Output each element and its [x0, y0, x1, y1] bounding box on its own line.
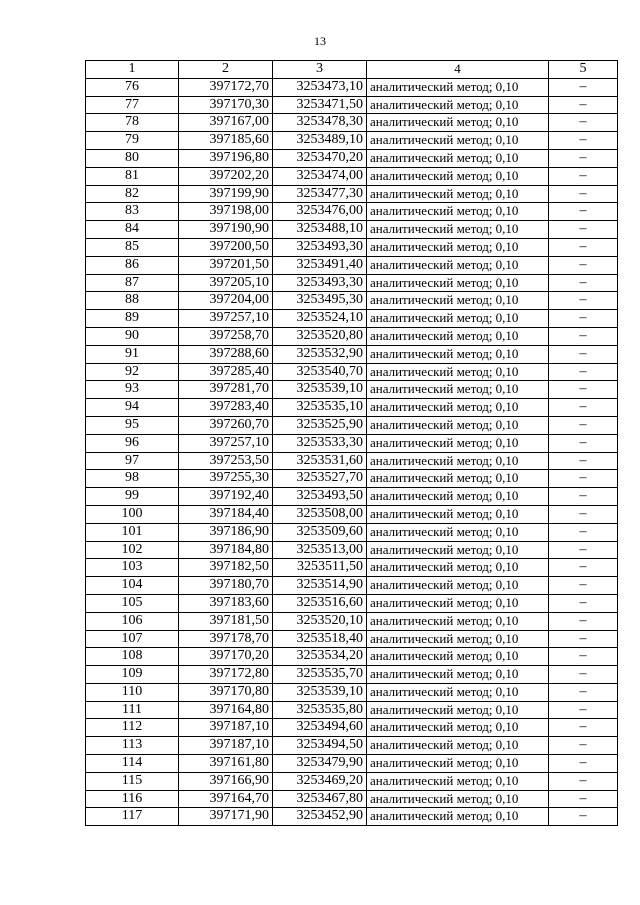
coordinate-y-cell: 3253489,10	[273, 132, 367, 150]
table-row	[86, 488, 618, 506]
coordinate-y-cell: 3253467,80	[273, 790, 367, 808]
table-row	[86, 719, 618, 737]
coordinate-x-cell: 397181,50	[179, 612, 273, 630]
coordinate-x-cell: 397253,50	[179, 452, 273, 470]
header-col-4: 4	[367, 61, 549, 79]
coordinate-y-cell: 3253469,20	[273, 772, 367, 790]
header-col-1: 1	[86, 61, 179, 79]
method-accuracy-cell: аналитический метод; 0,10	[367, 78, 549, 96]
table-row	[86, 416, 618, 434]
coordinate-y-cell: 3253478,30	[273, 114, 367, 132]
description-cell: –	[549, 683, 618, 701]
point-number-cell: 92	[86, 363, 179, 381]
point-number-cell: 90	[86, 327, 179, 345]
table-row	[86, 559, 618, 577]
coordinate-y-cell: 3253470,20	[273, 149, 367, 167]
coordinate-y-cell: 3253539,10	[273, 683, 367, 701]
method-accuracy-cell: аналитический метод; 0,10	[367, 381, 549, 399]
method-accuracy-cell: аналитический метод; 0,10	[367, 363, 549, 381]
table-row	[86, 577, 618, 595]
method-accuracy-cell: аналитический метод; 0,10	[367, 345, 549, 363]
method-accuracy-cell: аналитический метод; 0,10	[367, 594, 549, 612]
point-number-cell: 109	[86, 666, 179, 684]
coordinate-x-cell: 397198,00	[179, 203, 273, 221]
point-number-cell: 97	[86, 452, 179, 470]
coordinate-y-cell: 3253518,40	[273, 630, 367, 648]
coordinate-x-cell: 397187,10	[179, 737, 273, 755]
description-cell: –	[549, 755, 618, 773]
coordinate-x-cell: 397283,40	[179, 399, 273, 417]
coordinate-x-cell: 397164,70	[179, 790, 273, 808]
coordinate-x-cell: 397164,80	[179, 701, 273, 719]
point-number-cell: 110	[86, 683, 179, 701]
point-number-cell: 77	[86, 96, 179, 114]
description-cell: –	[549, 790, 618, 808]
coordinate-y-cell: 3253488,10	[273, 221, 367, 239]
description-cell: –	[549, 185, 618, 203]
description-cell: –	[549, 523, 618, 541]
point-number-cell: 106	[86, 612, 179, 630]
method-accuracy-cell: аналитический метод; 0,10	[367, 719, 549, 737]
coordinate-x-cell: 397170,20	[179, 648, 273, 666]
table-row	[86, 630, 618, 648]
table-row	[86, 274, 618, 292]
table-row	[86, 132, 618, 150]
point-number-cell: 113	[86, 737, 179, 755]
description-cell: –	[549, 221, 618, 239]
coordinate-y-cell: 3253535,10	[273, 399, 367, 417]
coordinate-x-cell: 397182,50	[179, 559, 273, 577]
coordinate-y-cell: 3253474,00	[273, 167, 367, 185]
coordinate-y-cell: 3253511,50	[273, 559, 367, 577]
method-accuracy-cell: аналитический метод; 0,10	[367, 327, 549, 345]
method-accuracy-cell: аналитический метод; 0,10	[367, 559, 549, 577]
point-number-cell: 91	[86, 345, 179, 363]
table-row	[86, 701, 618, 719]
description-cell: –	[549, 594, 618, 612]
table-row	[86, 772, 618, 790]
coordinate-x-cell: 397170,80	[179, 683, 273, 701]
point-number-cell: 84	[86, 221, 179, 239]
point-number-cell: 80	[86, 149, 179, 167]
method-accuracy-cell: аналитический метод; 0,10	[367, 274, 549, 292]
method-accuracy-cell: аналитический метод; 0,10	[367, 808, 549, 826]
method-accuracy-cell: аналитический метод; 0,10	[367, 648, 549, 666]
coordinate-y-cell: 3253479,90	[273, 755, 367, 773]
method-accuracy-cell: аналитический метод; 0,10	[367, 132, 549, 150]
point-number-cell: 81	[86, 167, 179, 185]
method-accuracy-cell: аналитический метод; 0,10	[367, 399, 549, 417]
coordinate-x-cell: 397281,70	[179, 381, 273, 399]
coordinate-y-cell: 3253532,90	[273, 345, 367, 363]
description-cell: –	[549, 541, 618, 559]
method-accuracy-cell: аналитический метод; 0,10	[367, 701, 549, 719]
point-number-cell: 104	[86, 577, 179, 595]
description-cell: –	[549, 327, 618, 345]
coordinate-y-cell: 3253495,30	[273, 292, 367, 310]
coordinate-x-cell: 397167,00	[179, 114, 273, 132]
table-row	[86, 149, 618, 167]
point-number-cell: 111	[86, 701, 179, 719]
table-row	[86, 292, 618, 310]
table-row	[86, 96, 618, 114]
table-row	[86, 790, 618, 808]
method-accuracy-cell: аналитический метод; 0,10	[367, 114, 549, 132]
coordinate-y-cell: 3253520,80	[273, 327, 367, 345]
point-number-cell: 102	[86, 541, 179, 559]
coordinate-y-cell: 3253452,90	[273, 808, 367, 826]
method-accuracy-cell: аналитический метод; 0,10	[367, 523, 549, 541]
method-accuracy-cell: аналитический метод; 0,10	[367, 167, 549, 185]
table-row	[86, 808, 618, 826]
table-row	[86, 755, 618, 773]
coordinate-x-cell: 397260,70	[179, 416, 273, 434]
table-row	[86, 523, 618, 541]
point-number-cell: 87	[86, 274, 179, 292]
method-accuracy-cell: аналитический метод; 0,10	[367, 541, 549, 559]
point-number-cell: 117	[86, 808, 179, 826]
coordinate-x-cell: 397255,30	[179, 470, 273, 488]
coordinate-x-cell: 397180,70	[179, 577, 273, 595]
point-number-cell: 103	[86, 559, 179, 577]
description-cell: –	[549, 132, 618, 150]
coordinate-y-cell: 3253514,90	[273, 577, 367, 595]
coordinate-x-cell: 397166,90	[179, 772, 273, 790]
method-accuracy-cell: аналитический метод; 0,10	[367, 452, 549, 470]
description-cell: –	[549, 470, 618, 488]
table-row	[86, 737, 618, 755]
point-number-cell: 98	[86, 470, 179, 488]
coordinate-y-cell: 3253535,80	[273, 701, 367, 719]
description-cell: –	[549, 737, 618, 755]
table-row	[86, 310, 618, 328]
description-cell: –	[549, 772, 618, 790]
description-cell: –	[549, 577, 618, 595]
table-row	[86, 399, 618, 417]
method-accuracy-cell: аналитический метод; 0,10	[367, 416, 549, 434]
description-cell: –	[549, 149, 618, 167]
method-accuracy-cell: аналитический метод; 0,10	[367, 790, 549, 808]
point-number-cell: 79	[86, 132, 179, 150]
coordinate-x-cell: 397192,40	[179, 488, 273, 506]
header-col-5: 5	[549, 61, 618, 79]
coordinate-x-cell: 397187,10	[179, 719, 273, 737]
coordinate-y-cell: 3253491,40	[273, 256, 367, 274]
description-cell: –	[549, 167, 618, 185]
description-cell: –	[549, 416, 618, 434]
description-cell: –	[549, 256, 618, 274]
method-accuracy-cell: аналитический метод; 0,10	[367, 488, 549, 506]
coordinate-x-cell: 397185,60	[179, 132, 273, 150]
table-row	[86, 185, 618, 203]
description-cell: –	[549, 434, 618, 452]
coordinate-x-cell: 397204,00	[179, 292, 273, 310]
point-number-cell: 76	[86, 78, 179, 96]
table-row	[86, 345, 618, 363]
point-number-cell: 94	[86, 399, 179, 417]
coordinate-y-cell: 3253493,30	[273, 238, 367, 256]
table-row	[86, 327, 618, 345]
method-accuracy-cell: аналитический метод; 0,10	[367, 737, 549, 755]
method-accuracy-cell: аналитический метод; 0,10	[367, 185, 549, 203]
method-accuracy-cell: аналитический метод; 0,10	[367, 630, 549, 648]
description-cell: –	[549, 114, 618, 132]
description-cell: –	[549, 96, 618, 114]
coordinate-y-cell: 3253477,30	[273, 185, 367, 203]
point-number-cell: 100	[86, 505, 179, 523]
point-number-cell: 116	[86, 790, 179, 808]
coordinate-x-cell: 397184,40	[179, 505, 273, 523]
description-cell: –	[549, 310, 618, 328]
description-cell: –	[549, 238, 618, 256]
point-number-cell: 86	[86, 256, 179, 274]
coordinate-x-cell: 397171,90	[179, 808, 273, 826]
coordinate-y-cell: 3253534,20	[273, 648, 367, 666]
coordinate-y-cell: 3253513,00	[273, 541, 367, 559]
table-row	[86, 452, 618, 470]
description-cell: –	[549, 719, 618, 737]
point-number-cell: 82	[86, 185, 179, 203]
coordinate-y-cell: 3253493,50	[273, 488, 367, 506]
point-number-cell: 115	[86, 772, 179, 790]
description-cell: –	[549, 452, 618, 470]
description-cell: –	[549, 612, 618, 630]
point-number-cell: 108	[86, 648, 179, 666]
coordinate-x-cell: 397186,90	[179, 523, 273, 541]
description-cell: –	[549, 666, 618, 684]
point-number-cell: 99	[86, 488, 179, 506]
description-cell: –	[549, 648, 618, 666]
description-cell: –	[549, 345, 618, 363]
method-accuracy-cell: аналитический метод; 0,10	[367, 203, 549, 221]
method-accuracy-cell: аналитический метод; 0,10	[367, 470, 549, 488]
coordinate-x-cell: 397200,50	[179, 238, 273, 256]
description-cell: –	[549, 399, 618, 417]
coordinate-y-cell: 3253531,60	[273, 452, 367, 470]
table-row	[86, 363, 618, 381]
description-cell: –	[549, 505, 618, 523]
coordinate-x-cell: 397199,90	[179, 185, 273, 203]
point-number-cell: 112	[86, 719, 179, 737]
method-accuracy-cell: аналитический метод; 0,10	[367, 434, 549, 452]
table-row	[86, 203, 618, 221]
point-number-cell: 83	[86, 203, 179, 221]
coordinate-y-cell: 3253508,00	[273, 505, 367, 523]
coordinate-y-cell: 3253471,50	[273, 96, 367, 114]
coordinate-x-cell: 397196,80	[179, 149, 273, 167]
coordinate-x-cell: 397170,30	[179, 96, 273, 114]
coordinate-y-cell: 3253509,60	[273, 523, 367, 541]
point-number-cell: 88	[86, 292, 179, 310]
table-body	[86, 78, 618, 825]
table-row	[86, 114, 618, 132]
method-accuracy-cell: аналитический метод; 0,10	[367, 310, 549, 328]
coordinate-x-cell: 397257,10	[179, 434, 273, 452]
coordinate-y-cell: 3253527,70	[273, 470, 367, 488]
method-accuracy-cell: аналитический метод; 0,10	[367, 221, 549, 239]
coordinate-x-cell: 397172,70	[179, 78, 273, 96]
coordinate-x-cell: 397202,20	[179, 167, 273, 185]
point-number-cell: 95	[86, 416, 179, 434]
method-accuracy-cell: аналитический метод; 0,10	[367, 238, 549, 256]
method-accuracy-cell: аналитический метод; 0,10	[367, 755, 549, 773]
coordinate-x-cell: 397190,90	[179, 221, 273, 239]
point-number-cell: 105	[86, 594, 179, 612]
coordinate-y-cell: 3253494,60	[273, 719, 367, 737]
description-cell: –	[549, 701, 618, 719]
description-cell: –	[549, 559, 618, 577]
coordinates-table	[85, 60, 618, 826]
coordinate-y-cell: 3253516,60	[273, 594, 367, 612]
table-row	[86, 167, 618, 185]
description-cell: –	[549, 381, 618, 399]
table-row	[86, 683, 618, 701]
description-cell: –	[549, 630, 618, 648]
table-row	[86, 666, 618, 684]
coordinate-x-cell: 397285,40	[179, 363, 273, 381]
point-number-cell: 107	[86, 630, 179, 648]
table-row	[86, 648, 618, 666]
point-number-cell: 89	[86, 310, 179, 328]
method-accuracy-cell: аналитический метод; 0,10	[367, 256, 549, 274]
method-accuracy-cell: аналитический метод; 0,10	[367, 292, 549, 310]
coordinate-y-cell: 3253524,10	[273, 310, 367, 328]
table-row	[86, 470, 618, 488]
point-number-cell: 85	[86, 238, 179, 256]
method-accuracy-cell: аналитический метод; 0,10	[367, 612, 549, 630]
point-number-cell: 93	[86, 381, 179, 399]
coordinate-y-cell: 3253525,90	[273, 416, 367, 434]
method-accuracy-cell: аналитический метод; 0,10	[367, 683, 549, 701]
table-row	[86, 238, 618, 256]
description-cell: –	[549, 808, 618, 826]
description-cell: –	[549, 488, 618, 506]
description-cell: –	[549, 203, 618, 221]
table-row	[86, 256, 618, 274]
method-accuracy-cell: аналитический метод; 0,10	[367, 772, 549, 790]
description-cell: –	[549, 274, 618, 292]
coordinate-y-cell: 3253533,30	[273, 434, 367, 452]
point-number-cell: 114	[86, 755, 179, 773]
table-row	[86, 505, 618, 523]
description-cell: –	[549, 292, 618, 310]
coordinate-x-cell: 397258,70	[179, 327, 273, 345]
coordinate-y-cell: 3253520,10	[273, 612, 367, 630]
coordinate-x-cell: 397201,50	[179, 256, 273, 274]
method-accuracy-cell: аналитический метод; 0,10	[367, 149, 549, 167]
point-number-cell: 101	[86, 523, 179, 541]
coordinate-y-cell: 3253473,10	[273, 78, 367, 96]
method-accuracy-cell: аналитический метод; 0,10	[367, 505, 549, 523]
header-row	[86, 61, 618, 79]
method-accuracy-cell: аналитический метод; 0,10	[367, 577, 549, 595]
coordinate-x-cell: 397288,60	[179, 345, 273, 363]
page-number: 13	[314, 34, 326, 48]
coordinate-x-cell: 397184,80	[179, 541, 273, 559]
description-cell: –	[549, 78, 618, 96]
table-header	[86, 61, 618, 79]
coordinate-y-cell: 3253493,30	[273, 274, 367, 292]
coordinate-y-cell: 3253535,70	[273, 666, 367, 684]
method-accuracy-cell: аналитический метод; 0,10	[367, 666, 549, 684]
coordinate-x-cell: 397172,80	[179, 666, 273, 684]
table-row	[86, 541, 618, 559]
table-row	[86, 78, 618, 96]
point-number-cell: 96	[86, 434, 179, 452]
header-col-3: 3	[273, 61, 367, 79]
point-number-cell: 78	[86, 114, 179, 132]
description-cell: –	[549, 363, 618, 381]
table-row	[86, 221, 618, 239]
table-row	[86, 612, 618, 630]
coordinate-x-cell: 397178,70	[179, 630, 273, 648]
coordinate-y-cell: 3253494,50	[273, 737, 367, 755]
coordinate-y-cell: 3253540,70	[273, 363, 367, 381]
coordinate-y-cell: 3253539,10	[273, 381, 367, 399]
coordinate-x-cell: 397161,80	[179, 755, 273, 773]
method-accuracy-cell: аналитический метод; 0,10	[367, 96, 549, 114]
table-row	[86, 434, 618, 452]
coordinate-x-cell: 397205,10	[179, 274, 273, 292]
coordinate-y-cell: 3253476,00	[273, 203, 367, 221]
coordinate-x-cell: 397257,10	[179, 310, 273, 328]
coordinate-x-cell: 397183,60	[179, 594, 273, 612]
table-row	[86, 381, 618, 399]
header-col-2: 2	[179, 61, 273, 79]
table-row	[86, 594, 618, 612]
